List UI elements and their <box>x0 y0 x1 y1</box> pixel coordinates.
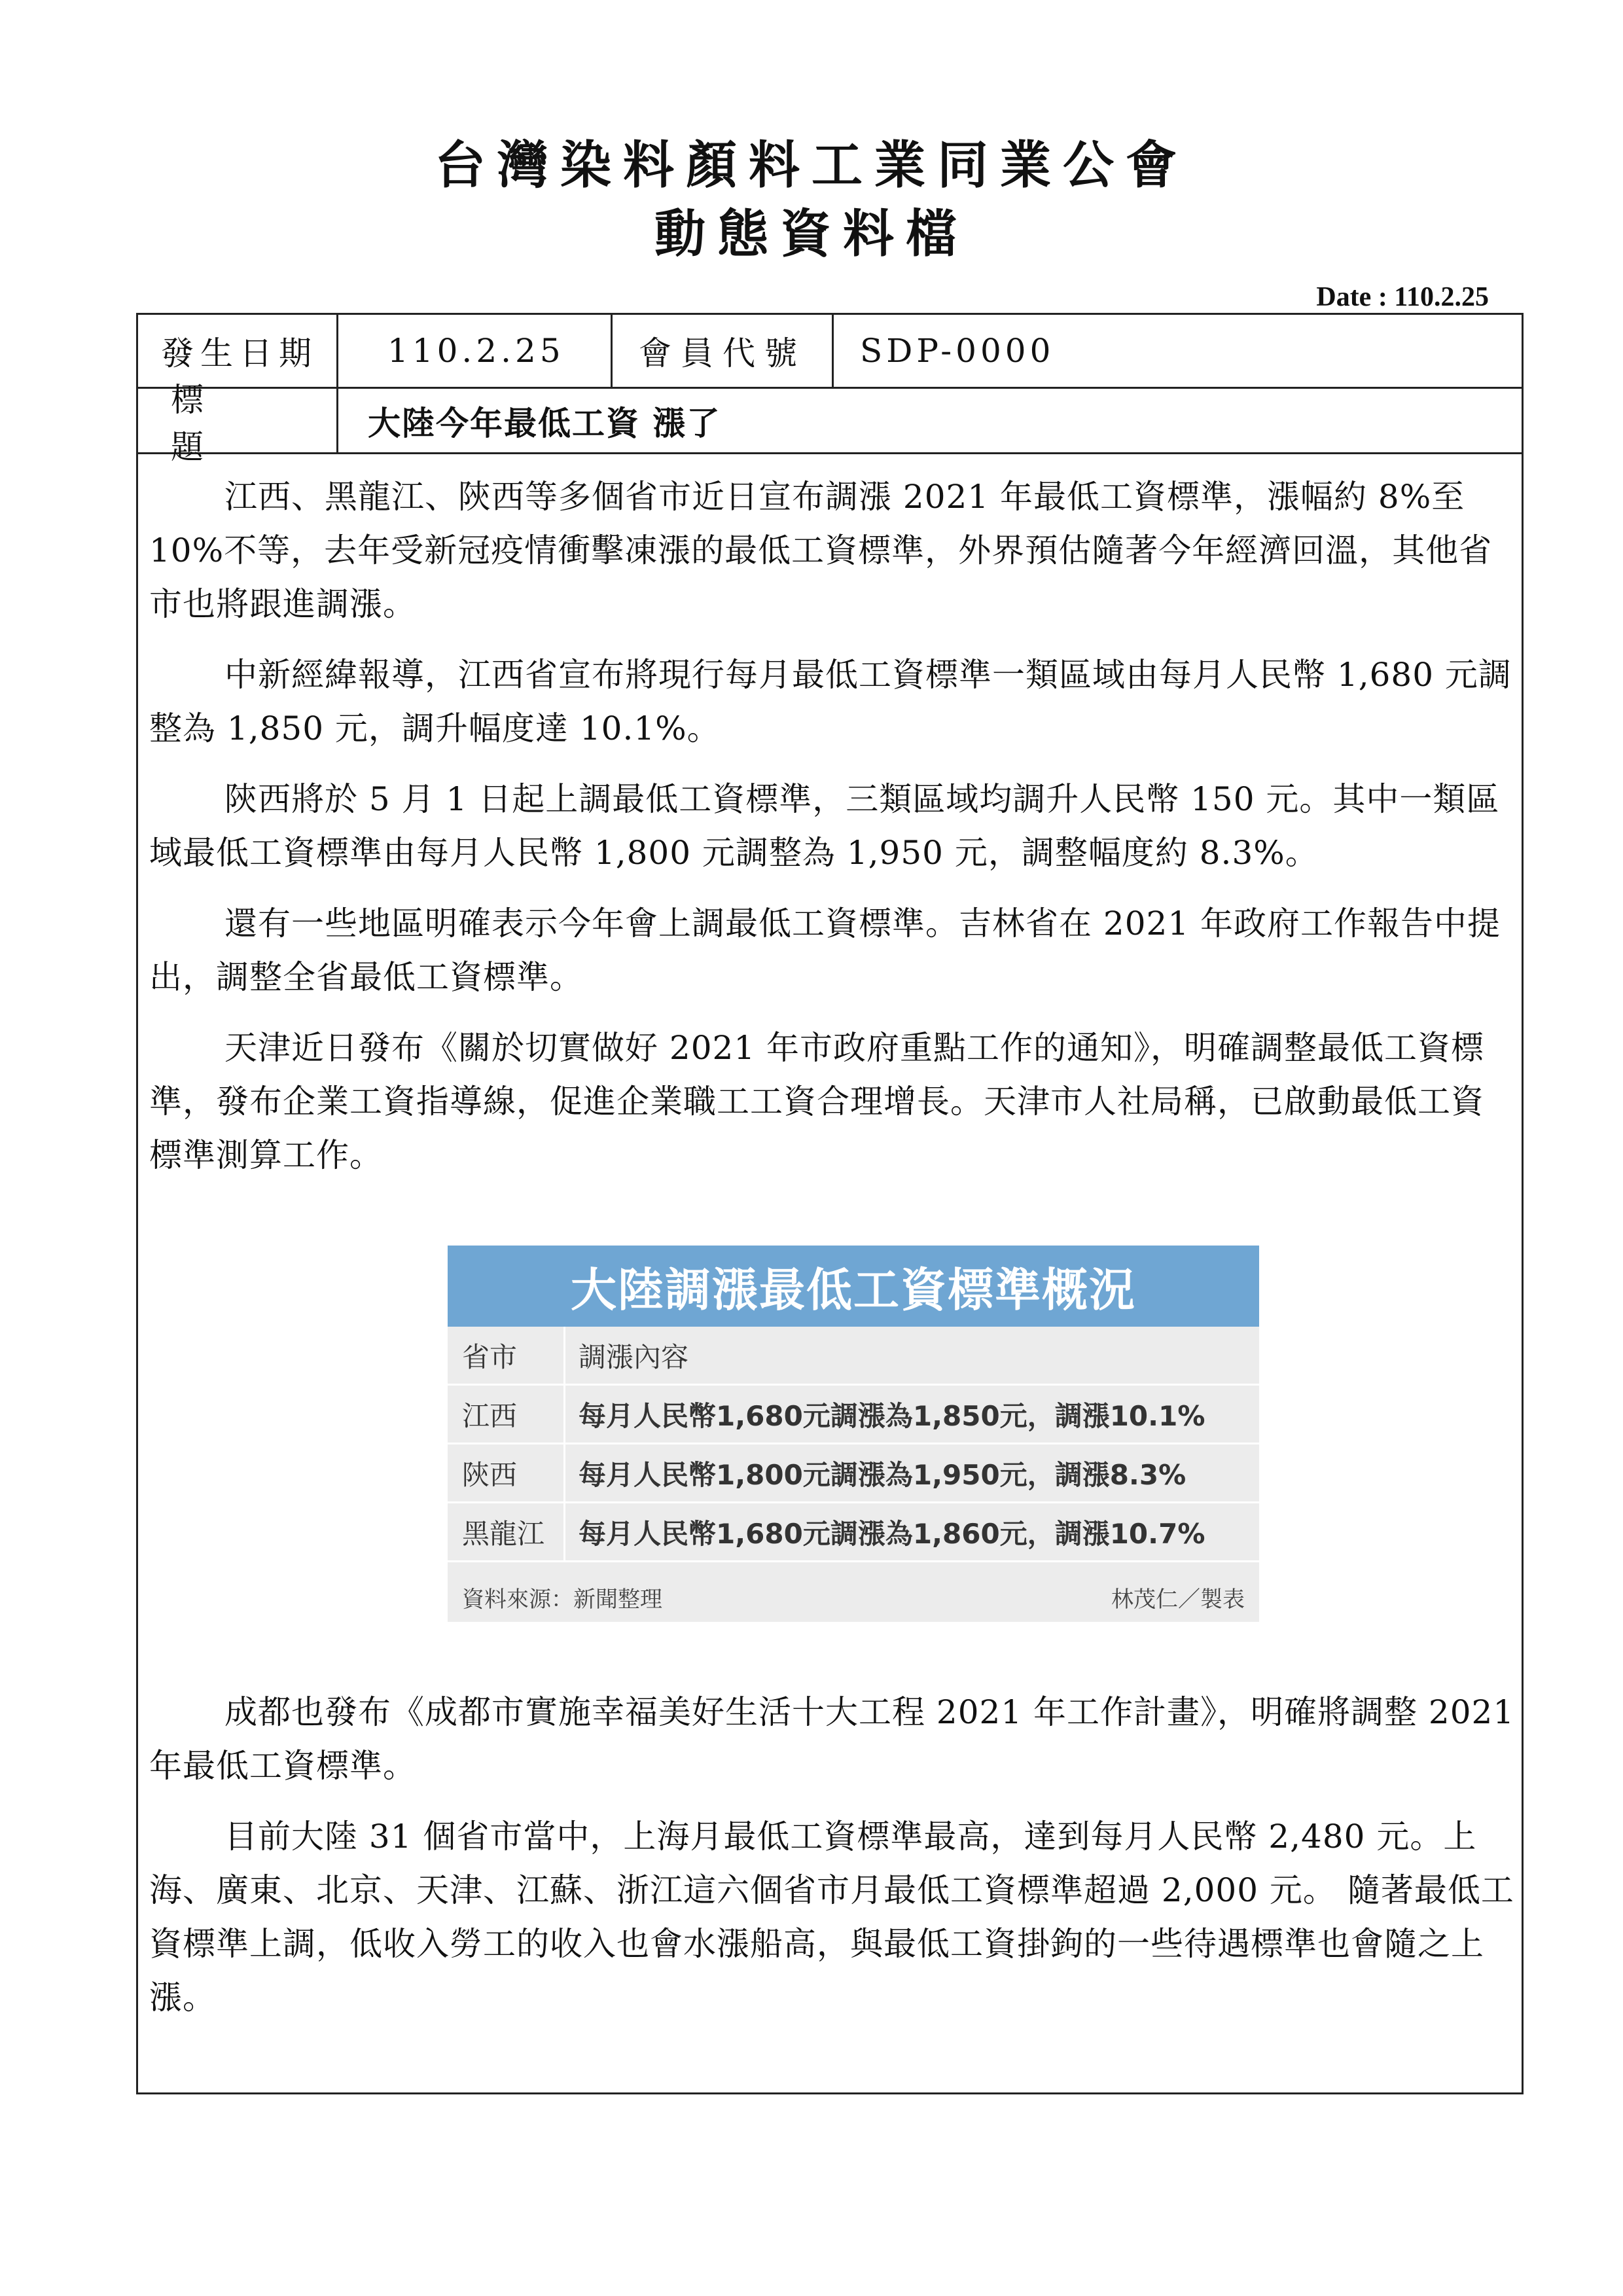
paragraph: 還有一些地區明確表示今年會上調最低工資標準。吉林省在 2021 年政府工作報告中提出，調整全省最低工資標準。 <box>149 905 1501 996</box>
province-cell: 江西 <box>448 1386 565 1443</box>
document-title: 台灣染料顏料工業同業公會 <box>434 135 1188 195</box>
province-cell: 黑龍江 <box>448 1503 565 1560</box>
table-title: 大陸調漲最低工資標準概況 <box>448 1246 1259 1327</box>
content-cell: 每月人民幣1,800元調漲為1,950元，調漲8.3% <box>579 1458 1186 1491</box>
content-cell: 每月人民幣1,680元調漲為1,850元，調漲10.1% <box>579 1399 1205 1432</box>
member-code-value: SDP-0000 <box>860 332 1055 370</box>
table-row <box>448 1444 1259 1503</box>
table-row <box>448 1503 1259 1562</box>
content-cell: 每月人民幣1,680元調漲為1,860元，調漲10.7% <box>579 1517 1205 1550</box>
paragraph: 陝西將於 5 月 1 日起上調最低工資標準，三類區域均調升人民幣 150 元。其中一類區域最低工資標準由每月人民幣 1,800 元調整為 1,950 元，調整幅度約 8.3%。 <box>149 780 1500 872</box>
table-header-row <box>448 1327 1259 1386</box>
occurrence-date-label: 發生日期 <box>138 315 338 387</box>
occurrence-date-value: 110.2.25 <box>338 315 613 387</box>
document-subtitle: 動態資料檔 <box>654 204 969 264</box>
info-row <box>138 315 1522 389</box>
table-row <box>448 1386 1259 1444</box>
article-body-bottom <box>149 1685 1517 2041</box>
table-footer <box>448 1573 1259 1622</box>
subject-row <box>138 380 1522 466</box>
column-header-content: 調漲內容 <box>579 1340 689 1373</box>
column-header-province: 省市 <box>448 1327 565 1384</box>
paragraph: 目前大陸 31 個省市當中，上海月最低工資標準最高，達到每月人民幣 2,480 元。上海、廣東、北京、天津、江蘇、浙江這六個省市月最低工資標準超過 2,000 元。 隨著最低工資標準上調，低收入勞工的收入也會水漲船高，與最低工資掛鉤的一些待遇標準也會隨之上漲。 <box>149 1818 1514 2017</box>
paragraph: 中新經緯報導，江西省宣布將現行每月最低工資標準一類區域由每月人民幣 1,680 元調整為 1,850 元，調升幅度達 10.1%。 <box>149 656 1512 747</box>
article-body-top <box>149 470 1517 1199</box>
wage-table-image <box>448 1246 1259 1622</box>
document-date: Date : 110.2.25 <box>1316 282 1489 312</box>
subject-label: 標題 <box>138 389 338 452</box>
member-code-label: 會員代號 <box>613 315 834 387</box>
table-source: 資料來源：新聞整理 <box>462 1587 662 1613</box>
paragraph: 成都也發布《成都市實施幸福美好生活十大工程 2021 年工作計畫》，明確將調整 2021 年最低工資標準。 <box>149 1693 1515 1785</box>
subject-value: 大陸今年最低工資 漲了 <box>368 404 721 442</box>
paragraph: 江西、黑龍江、陝西等多個省市近日宣布調漲 2021 年最低工資標準，漲幅約 8%至 10%不等，去年受新冠疫情衝擊凍漲的最低工資標準，外界預估隨著今年經濟回溫，其他省市也將跟進調漲。 <box>149 478 1493 623</box>
province-cell: 陝西 <box>448 1444 565 1501</box>
paragraph: 天津近日發布《關於切實做好 2021 年市政府重點工作的通知》，明確調整最低工資標準，發布企業工資指導線，促進企業職工工資合理增長。天津市人社局稱，已啟動最低工資標準測算工作。 <box>149 1029 1485 1174</box>
table-credit: 林茂仁／製表 <box>1111 1587 1245 1613</box>
